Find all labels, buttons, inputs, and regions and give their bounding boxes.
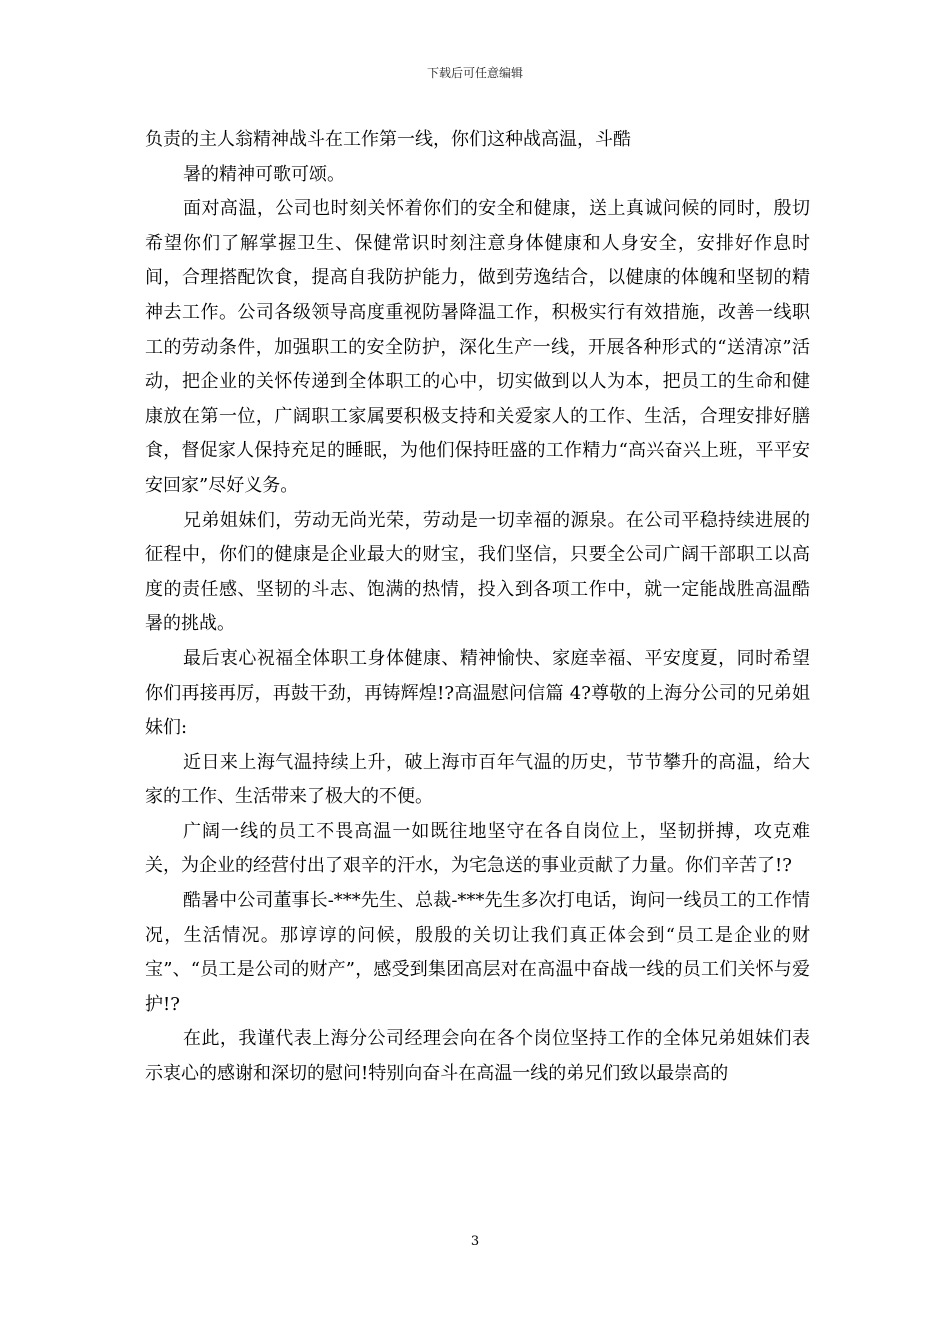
paragraph: 酷暑中公司董事长-***先生、总裁-***先生多次打电话，询问一线员工的工作情况，生活情况。那谆谆的问候，殷殷的关切让我们真正体会到“员工是企业的财宝”、“员工是公司的财产”，感受到集团高层对在高温中奋战一线的员工们关怀与爱护!? [145, 890, 810, 1015]
paragraph: 面对高温，公司也时刻关怀着你们的安全和健康，送上真诚问候的同时，殷切希望你们了解掌握卫生、保健常识时刻注意身体健康和人身安全，安排好作息时间，合理搭配饮食，提高自我防护能力，做到劳逸结合，以健康的体魄和坚韧的精神去工作。公司各级领导高度重视防暑降温工作，积极实行有效措施，改善一线职工的劳动条件，加强职工的安全防护，深化生产一线，开展各种形式的“送清凉”活动，把企业的关怀传递到全体职工的心中，切实做到以人为本，把员工的生命和健康放在第一位，广阔职工家属要积极支持和关爱家人的工作、生活，合理安排好膳食，督促家人保持充足的睡眠，为他们保持旺盛的工作精力“高兴奋兴上班，平平安安回家”尽好义务。 [145, 198, 810, 496]
paragraph: 兄弟姐妹们，劳动无尚光荣，劳动是一切幸福的源泉。在公司平稳持续进展的征程中，你们的健康是企业最大的财宝，我们坚信，只要全公司广阔干部职工以高度的责任感、坚韧的斗志、饱满的热情，投入到各项工作中，就一定能战胜高温酷暑的挑战。 [145, 509, 810, 635]
document-body [145, 123, 810, 1092]
paragraph: 最后衷心祝福全体职工身体健康、精神愉快、家庭幸福、平安度夏，同时希望你们再接再厉，再鼓干劲，再铸辉煌!?高温慰问信篇 4?尊敬的上海分公司的兄弟姐妹们: [145, 647, 810, 739]
paragraph: 在此，我谨代表上海分公司经理会向在各个岗位坚持工作的全体兄弟姐妹们表示衷心的感谢和深切的慰问!特别向奋斗在高温一线的弟兄们致以最崇高的 [145, 1028, 810, 1085]
paragraph: 暑的精神可歌可颂。 [183, 163, 345, 185]
page-header: 下载后可任意编辑 [426, 66, 523, 80]
page-number: 3 [470, 1234, 480, 1249]
paragraph: 负责的主人翁精神战斗在工作第一线，你们这种战高温，斗酷 [145, 129, 631, 150]
paragraph: 广阔一线的员工不畏高温一如既往地坚守在各自岗位上，坚韧拼搏，攻克难关，为企业的经营付出了艰辛的汗水，为宅急送的事业贡献了力量。你们辛苦了!? [145, 820, 810, 877]
paragraph: 近日来上海气温持续上升，破上海市百年气温的历史，节节攀升的高温，给大家的工作、生活带来了极大的不便。 [145, 751, 810, 808]
